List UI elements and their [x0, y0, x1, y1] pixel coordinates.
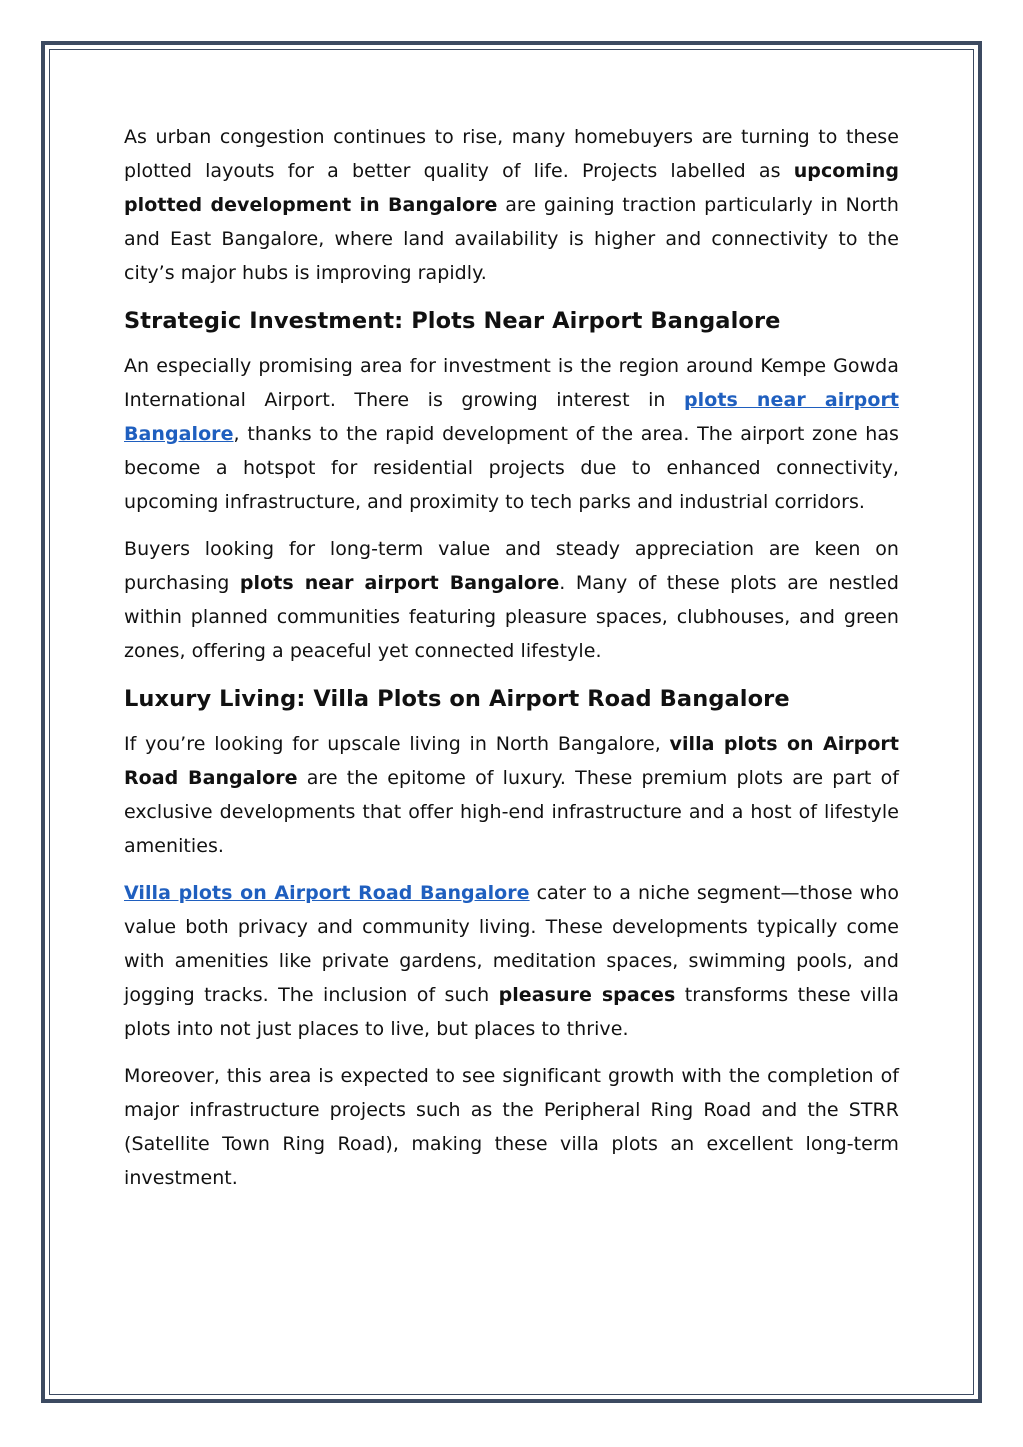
- bold-phrase: plots near airport Bangalore: [239, 572, 560, 594]
- text-span: . Many of these plots are nestled within planned communities featuring pleasure spaces, clubhouses, and green zones, offering a peaceful yet connected lifestyle.: [124, 572, 899, 662]
- paragraph-urban-congestion: [124, 120, 899, 290]
- text-span: transforms these villa plots into not just places to live, but places to thrive.: [124, 984, 899, 1040]
- paragraph-villa-plots: [124, 876, 899, 1046]
- bold-phrase: villa plots on Airport Road Bangalore: [124, 733, 899, 789]
- text-span: cater to a niche segment—those who value both privacy and community living. These developments typically come with amenities like private gardens, meditation spaces, swimming pools, and jogging tracks. The inclusion of such: [124, 882, 899, 1006]
- text-span: Moreover, this area is expected to see significant growth with the completion of major infrastructure projects such as the Peripheral Ring Road and the STRR (Satellite Town Ring Road), making these villa plots an excellent long-term investment.: [124, 1065, 899, 1189]
- paragraph-airport-region: [124, 349, 899, 519]
- text-span: Buyers looking for long-term value and steady appreciation are keen on purchasing: [124, 538, 899, 594]
- text-span: If you’re looking for upscale living in North Bangalore,: [124, 733, 670, 755]
- document-body: [124, 120, 899, 1208]
- text-span: are gaining traction particularly in North and East Bangalore, where land availability is higher and connectivity to the city’s major hubs is improving rapidly.: [124, 194, 900, 284]
- paragraph-infrastructure-growth: [124, 1059, 899, 1195]
- text-span: , thanks to the rapid development of the area. The airport zone has become a hotspot for residential projects due to enhanced connectivity, upcoming infrastructure, and proximity to tech parks and industrial corridors.: [124, 423, 899, 513]
- paragraph-buyers: [124, 532, 899, 668]
- text-span: An especially promising area for investment is the region around Kempe Gowda International Airport. There is growing interest in: [124, 355, 899, 411]
- paragraph-upscale-living: [124, 727, 899, 863]
- text-span: are the epitome of luxury. These premium plots are part of exclusive developments that offer high-end infrastructure and a host of lifestyle amenities.: [124, 767, 900, 857]
- link-plots-near-airport[interactable]: plots near airport Bangalore: [124, 389, 899, 445]
- heading-strategic-investment: Strategic Investment: Plots Near Airport Bangalore: [124, 308, 781, 334]
- bold-phrase: upcoming plotted development in Bangalore: [124, 160, 899, 216]
- link-villa-plots-airport-road[interactable]: Villa plots on Airport Road Bangalore: [124, 882, 530, 904]
- text-span: As urban congestion continues to rise, many homebuyers are turning to these plotted layouts for a better quality of life. Projects labelled as: [124, 126, 899, 182]
- heading-luxury-living: Luxury Living: Villa Plots on Airport Road Bangalore: [124, 686, 790, 712]
- bold-phrase: pleasure spaces: [498, 984, 676, 1006]
